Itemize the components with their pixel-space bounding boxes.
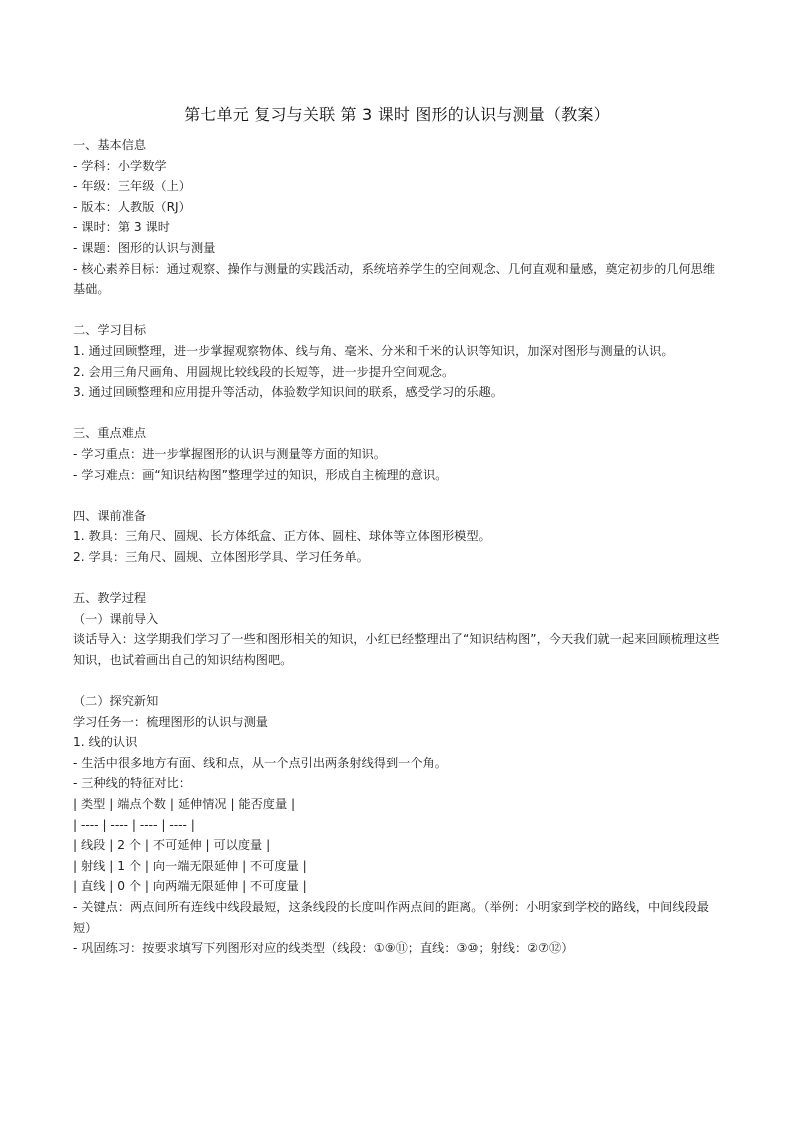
practice-note: - 巩固练习：按要求填写下列图形对应的线类型（线段：①⑨⑪；直线：③⑩；射线：②⑦⑫） <box>73 941 574 956</box>
key-point-note: - 关键点：两点间所有连线中线段最短，这条线段的长度叫作两点间的距离。（举例：小明家到学校的路线，中间线段最短） <box>73 899 709 935</box>
bullet-item: - 三种线的特征对比： <box>73 776 191 791</box>
info-topic: - 课题：图形的认识与测量 <box>73 240 216 255</box>
info-period: - 课时：第 3 课时 <box>73 220 170 235</box>
topic-heading: 1. 线的认识 <box>73 735 138 750</box>
markdown-table-row: | ---- | ---- | ---- | ---- | <box>73 817 195 832</box>
section-learning-goals <box>73 320 721 402</box>
goal-item: 1. 通过回顾整理，进一步掌握观察物体、线与角、毫米、分米和千米的认识等知识，加深对图形与测量的认识。 <box>73 343 674 358</box>
prep-item: 2. 学具：三角尺、圆规、立体图形学具、学习任务单。 <box>73 549 369 564</box>
section-teaching-process <box>73 588 721 959</box>
markdown-table-row: | 射线 | 1 个 | 向一端无限延伸 | 不可度量 | <box>73 858 307 873</box>
document-page <box>73 0 721 959</box>
spacer <box>73 670 721 691</box>
bullet-item: - 生活中很多地方有面、线和点，从一个点引出两条射线得到一个角。 <box>73 755 447 770</box>
subsection-heading: （一）课前导入 <box>73 611 159 626</box>
key-point: - 学习重点：进一步掌握图形的认识与测量等方面的知识。 <box>73 446 386 461</box>
spacer <box>73 403 721 424</box>
info-subject: - 学科：小学数学 <box>73 158 167 173</box>
subsection-heading: （二）探究新知 <box>73 694 159 709</box>
markdown-table-row: | 类型 | 端点个数 | 延伸情况 | 能否度量 | <box>73 797 296 811</box>
section-heading: 五、教学过程 <box>73 591 147 606</box>
markdown-table-row: | 直线 | 0 个 | 向两端无限延伸 | 不可度量 | <box>73 879 307 894</box>
spacer <box>73 300 721 321</box>
prep-item: 1. 教具：三角尺、圆规、长方体纸盒、正方体、圆柱、球体等立体图形模型。 <box>73 529 491 544</box>
document-title: 第七单元 复习与关联 第 3 课时 图形的认识与测量（教案） <box>184 105 610 124</box>
intro-text: 谈话导入：这学期我们学习了一些和图形相关的知识，小红已经整理出了“知识结构图”，今天我们就一起来回顾梳理这些知识，也试着画出自己的知识结构图吧。 <box>73 632 720 667</box>
section-basic-info <box>73 135 721 300</box>
section-heading: 四、课前准备 <box>73 508 147 523</box>
markdown-table-row: | 线段 | 2 个 | 不可延伸 | 可以度量 | <box>73 838 271 853</box>
difficult-point: - 学习难点：画“知识结构图”整理学过的知识，形成自主梳理的意识。 <box>73 467 448 482</box>
info-edition: - 版本：人教版（RJ） <box>73 199 191 214</box>
spacer <box>73 567 721 588</box>
section-preparation <box>73 506 721 568</box>
info-core-goal: - 核心素养目标：通过观察、操作与测量的实践活动，系统培养学生的空间观念、几何直观和量感，奠定初步的几何思维基础。 <box>73 261 716 297</box>
info-grade: - 年级：三年级（上） <box>73 179 191 194</box>
section-heading: 三、重点难点 <box>73 426 147 441</box>
section-heading: 一、基本信息 <box>73 138 147 152</box>
spacer <box>73 485 721 506</box>
goal-item: 2. 会用三角尺画角、用圆规比较线段的长短等，进一步提升空间观念。 <box>73 364 455 379</box>
section-heading: 二、学习目标 <box>73 323 147 338</box>
goal-item: 3. 通过回顾整理和应用提升等活动，体验数学知识间的联系，感受学习的乐趣。 <box>73 385 503 400</box>
task-title: 学习任务一：梳理图形的认识与测量 <box>73 714 268 729</box>
section-key-points <box>73 423 721 485</box>
